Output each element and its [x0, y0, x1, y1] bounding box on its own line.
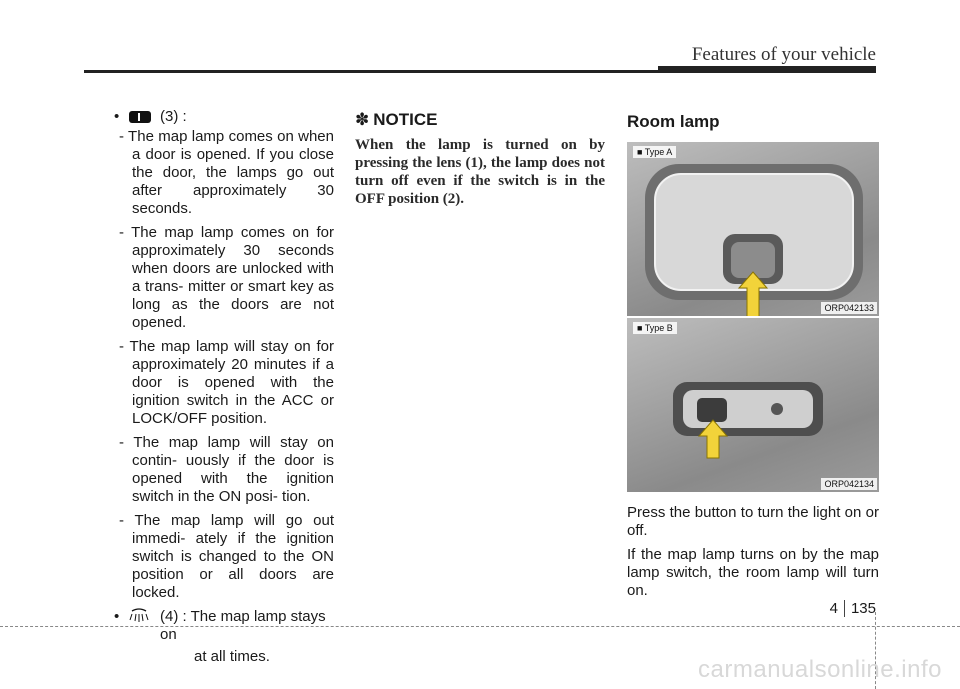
- chapter-number: 4: [830, 600, 845, 617]
- column-left: [114, 108, 334, 666]
- room-lamp-b-illustration: [627, 318, 879, 492]
- room-lamp-para-2: If the map lamp turns on by the map lamp switch, the room lamp will turn on.: [627, 546, 879, 599]
- notice-title: [355, 110, 605, 130]
- on-item-continuation: [114, 648, 334, 666]
- dash-item: - The map lamp will stay on for approximately 20 minutes if a door is opened with the ignition switch in the ACC or LOCK/OFF position.: [119, 338, 334, 427]
- dash-item: - The map lamp comes on when a door is opened. If you close the door, the lamps go out after approximately 30 seconds.: [119, 128, 334, 217]
- notice-body: When the lamp is turned on by pressing the lens (1), the lamp does not turn off even if the switch is in the OFF position (2).: [355, 137, 605, 207]
- on-item-desc2: at all times.: [194, 648, 270, 665]
- page-number: [830, 600, 876, 617]
- header-title: Features of your vehicle: [691, 44, 876, 65]
- photo-b-tag: ■ Type B: [633, 322, 677, 334]
- page-number-value: 135: [850, 600, 876, 617]
- dash-item: - The map lamp comes on for approximately 30 seconds when doors are unlocked with a trans- mitter or smart key as long as the doors are not opened.: [119, 224, 334, 331]
- photo-b-code: ORP042134: [821, 478, 877, 490]
- lamp-on-icon: [128, 608, 150, 624]
- dash-item: - The map lamp will go out immedi- ately if the ignition switch is changed to the ON position or all doors are locked.: [119, 512, 334, 601]
- door-bullet: [114, 108, 334, 126]
- photo-a-code: ORP042133: [821, 302, 877, 314]
- bullet-dot: •: [114, 108, 120, 125]
- footer-rule: [0, 626, 960, 627]
- dash-item: - The map lamp will stay on contin- uously if the door is opened with the ignition switch in the ON posi- tion.: [119, 434, 334, 505]
- on-item-label: (4) :: [160, 608, 187, 625]
- header-rule-accent: [658, 66, 876, 73]
- notice-star-icon: ✽: [355, 110, 370, 130]
- room-lamp-para-1: Press the button to turn the light on or off.: [627, 504, 879, 539]
- watermark: carmanualsonline.info: [698, 656, 942, 683]
- column-right: [627, 108, 879, 600]
- photo-type-b: [627, 318, 879, 492]
- photo-type-a: [627, 142, 879, 316]
- photo-a-tag: ■ Type A: [633, 146, 676, 158]
- bullet-dot: •: [114, 608, 120, 625]
- room-lamp-a-illustration: [627, 142, 879, 316]
- notice-title-text: NOTICE: [373, 110, 438, 129]
- on-item-desc: The map lamp stays on: [160, 608, 326, 643]
- door-lamp-icon: [128, 110, 152, 124]
- door-item-label: (3) :: [160, 108, 187, 125]
- column-middle: [355, 108, 605, 208]
- section-title: Room lamp: [627, 112, 720, 131]
